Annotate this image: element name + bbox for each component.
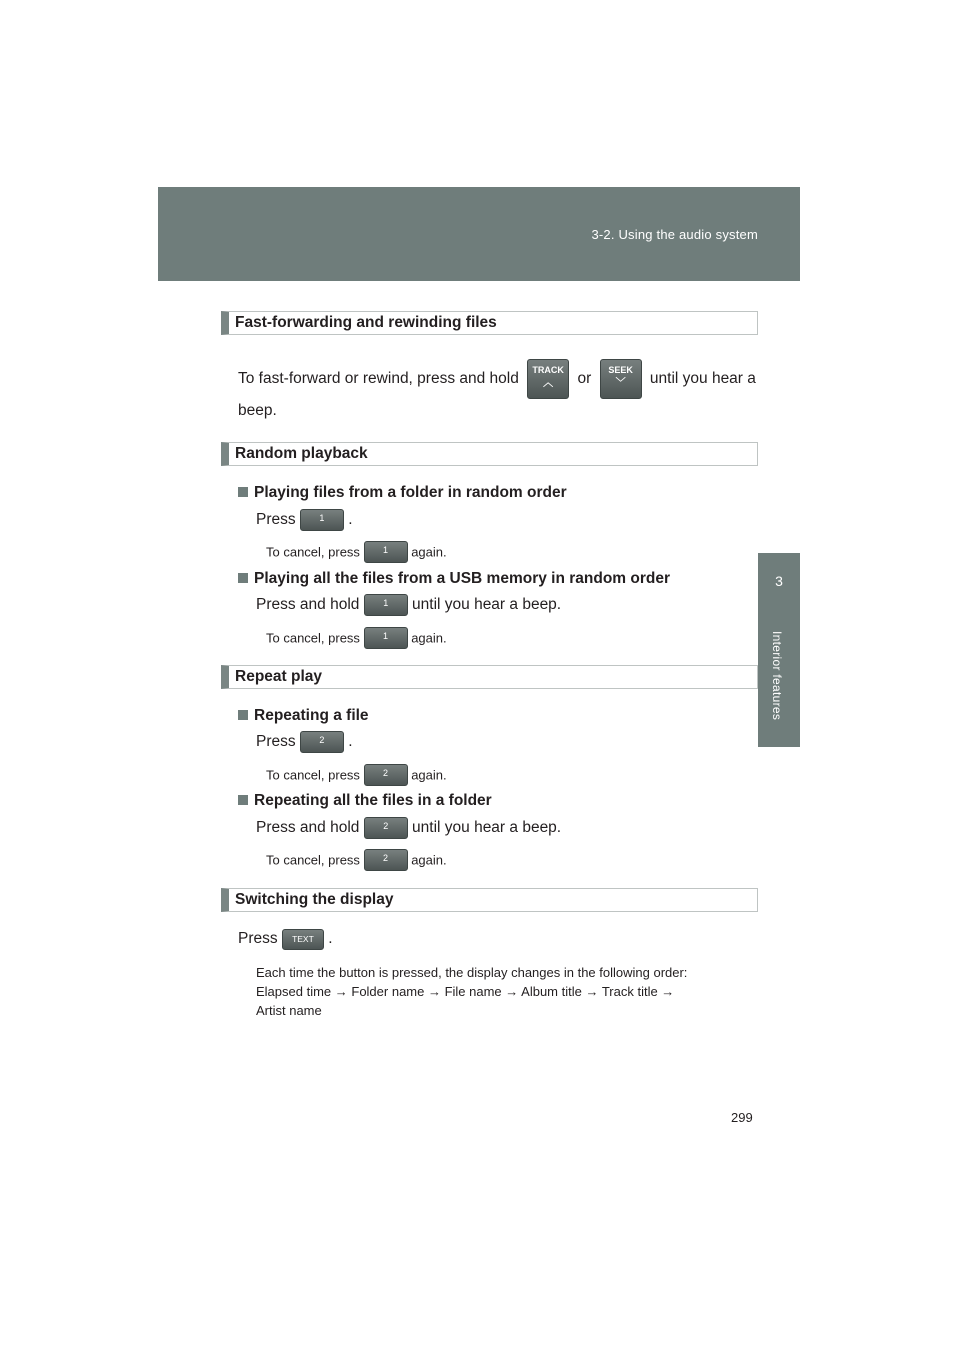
switch-display-heading: Switching the display	[221, 888, 758, 912]
chapter-number: 3	[775, 573, 783, 589]
switch-display-instruction: Press TEXT .	[238, 928, 333, 950]
random-usb-cancel: To cancel, press 1 again.	[266, 627, 447, 649]
preset-2-button: 2	[364, 764, 408, 786]
preset-1-button: 1	[364, 627, 408, 649]
fast-forward-instruction-cont: beep.	[238, 402, 277, 419]
chapter-tab	[758, 553, 800, 747]
track-button: TRACK ︿	[527, 359, 569, 399]
display-order-note: Each time the button is pressed, the display changes in the following order: Elapsed time → Folder name → File name → Album title → Track title → Artist name	[256, 965, 688, 1018]
page-number: 299	[731, 1110, 753, 1125]
preset-1-button: 1	[364, 541, 408, 563]
square-bullet-icon	[238, 795, 248, 805]
repeat-play-heading: Repeat play	[221, 665, 758, 689]
chapter-label: Interior features	[770, 631, 784, 721]
section-title-header: 3-2. Using the audio system	[591, 227, 758, 242]
square-bullet-icon	[238, 710, 248, 720]
repeat-folder-subheading: Repeating all the files in a folder	[238, 792, 492, 810]
random-usb-subheading: Playing all the files from a USB memory in random order	[238, 570, 670, 588]
seek-button: SEEK ﹀	[600, 359, 642, 399]
fast-forward-heading: Fast-forwarding and rewinding files	[221, 311, 758, 335]
random-usb-instruction: Press and hold 1 until you hear a beep.	[256, 594, 561, 616]
square-bullet-icon	[238, 487, 248, 497]
preset-2-button: 2	[300, 731, 344, 753]
chevron-down-icon: ﹀	[615, 378, 626, 389]
chevron-up-icon: ︿	[543, 378, 554, 389]
repeat-folder-instruction: Press and hold 2 until you hear a beep.	[256, 817, 561, 839]
repeat-file-instruction: Press 2 .	[256, 731, 353, 753]
square-bullet-icon	[238, 573, 248, 583]
repeat-folder-cancel: To cancel, press 2 again.	[266, 849, 447, 871]
repeat-file-subheading: Repeating a file	[238, 707, 369, 725]
random-folder-cancel: To cancel, press 1 again.	[266, 541, 447, 563]
random-folder-instruction: Press 1 .	[256, 509, 353, 531]
header-bar	[158, 187, 800, 281]
random-folder-subheading: Playing files from a folder in random order	[238, 484, 567, 502]
repeat-file-cancel: To cancel, press 2 again.	[266, 764, 447, 786]
preset-2-button: 2	[364, 849, 408, 871]
text-button: TEXT	[282, 929, 324, 950]
preset-1-button: 1	[300, 509, 344, 531]
random-playback-heading: Random playback	[221, 442, 758, 466]
preset-1-button: 1	[364, 594, 408, 616]
preset-2-button: 2	[364, 817, 408, 839]
fast-forward-instruction: To fast-forward or rewind, press and hold TRACK ︿ or SEEK ﹀ until you hear a	[238, 357, 756, 401]
